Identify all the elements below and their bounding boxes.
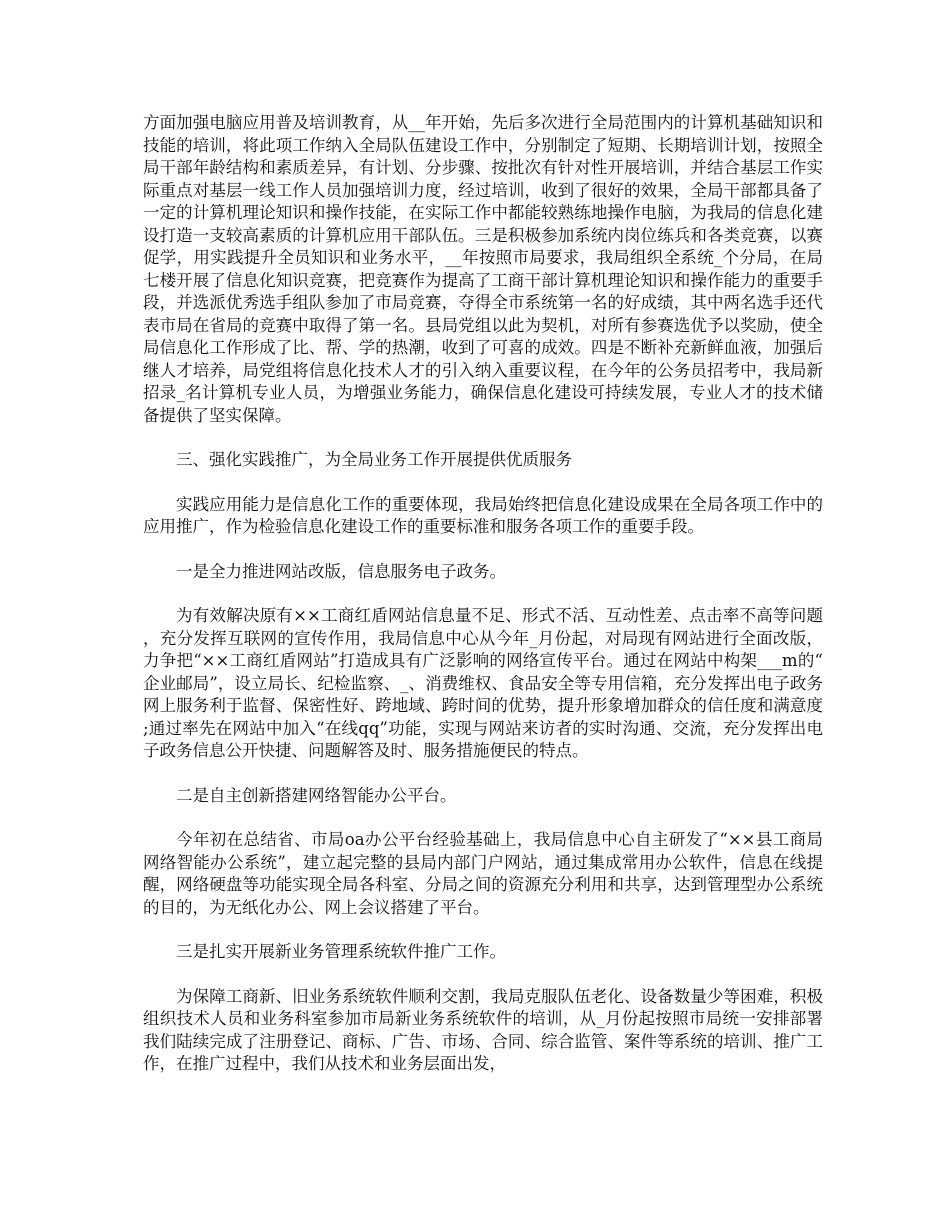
paragraph-gap bbox=[143, 472, 823, 494]
section-heading: 三、强化实践推广，为全局业务工作开展提供优质服务 bbox=[176, 450, 572, 469]
paragraph-body-1: 方面加强电脑应用普及培训教育，从__年开始，先后多次进行全局范围内的计算机基础知识和技能的培训，将此项工作纳入全局队伍建设工作中，分别制定了短期、长期培训计划，按照全局干部年龄结构和素质差异，有计划、分步骤、按批次有针对性开展培训，并结合基层工作实际重点对基层一线工作人员加强培训力度，经过培训，收到了很好的效果，全局干部都具备了一定的计算机理论知识和操作技能，在实际工作中都能较熟练地操作电脑，为我局的信息化建设打造一支较高素质的计算机应用干部队伍。三是积极参加系统内岗位练兵和各类竞赛，以赛促学，用实践提升全员知识和业务水平，__年按照市局要求，我局组织全系统_个分局，在局七楼开展了信息化知识竞赛，把竞赛作为提高了工商干部计算机理论知识和操作能力的重要手段，并选派优秀选手组队参加了市局竞赛，夺得全市系统第一名的好成绩，其中两名选手还代表市局在省局的竞赛中取得了第一名。县局党组以此为契机，对所有参赛选优予以奖励，使全局信息化工作形成了比、帮、学的热潮，收到了可喜的成效。四是不断补充新鲜血液，加强后继人才培养，局党组将信息化技术人才的引入纳入重要议程，在今年的公务员招考中，我局新招录_名计算机专业人员，为增强业务能力，确保信息化建设可持续发展，专业人才的技术储备提供了坚实保障。 bbox=[143, 113, 823, 425]
paragraph-gap bbox=[143, 539, 823, 561]
subheading-website: 一是全力推进网站改版，信息服务电子政务。 bbox=[176, 561, 506, 581]
paragraph-gap bbox=[143, 427, 823, 449]
paragraph-gap bbox=[143, 763, 823, 785]
paragraph-gap bbox=[143, 964, 823, 986]
paragraph-gap bbox=[143, 919, 823, 941]
paragraph-office-platform: 今年初在总结省、市局oa办公平台经验基础上，我局信息中心自主研发了“××县工商局网络智能办公系统”，建立起完整的县局内部门户网站，通过集成常用办公软件，信息在线提醒，网络硬盘等功能实现全局各科室、分局之间的资源充分利用和共享，达到管理型办公系统的目的，为无纸化办公、网上会议搭建了平台。 bbox=[143, 830, 823, 917]
document-page bbox=[143, 112, 823, 1076]
paragraph-website: 为有效解决原有××工商红盾网站信息量不足、形式不活、互动性差、点击率不高等问题，充分发挥互联网的宣传作用，我局信息中心从今年_月份起，对局现有网站进行全面改版，力争把“××工商红盾网站”打造成具有广泛影响的网络宣传平台。通过在网站中构架___m的“企业邮局”，设立局长、纪检监察、_、消费维权、食品安全等专用信箱，充分发挥出电子政务网上服务利于监督、保密性好、跨地域、跨时间的优势，提升形象增加群众的信任度和满意度;通过率先在网站中加入“在线qq”功能，实现与网站来访者的实时沟通、交流，充分发挥出电子政务信息公开快捷、问题解答及时、服务措施便民的特点。 bbox=[143, 606, 823, 760]
paragraph-intro: 实践应用能力是信息化工作的重要体现，我局始终把信息化建设成果在全局各项工作中的应用推广，作为检验信息化建设工作的重要标准和服务各项工作的重要手段。 bbox=[143, 494, 823, 536]
subheading-office-platform: 二是自主创新搭建网络智能办公平台。 bbox=[176, 785, 457, 805]
paragraph-business-system: 为保障工商新、旧业务系统软件顺利交割，我局克服队伍老化、设备数量少等困难，积极组织技术人员和业务科室参加市局新业务系统软件的培训，从_月份起按照市局统一安排部署我们陆续完成了注册登记、商标、广告、市场、合同、综合监管、案件等系统的培训、推广工作，在推广过程中，我们从技术和业务层面出发， bbox=[143, 986, 823, 1073]
subheading-business-system: 三是扎实开展新业务管理系统软件推广工作。 bbox=[176, 942, 506, 961]
paragraph-gap bbox=[143, 583, 823, 605]
paragraph-gap bbox=[143, 807, 823, 829]
